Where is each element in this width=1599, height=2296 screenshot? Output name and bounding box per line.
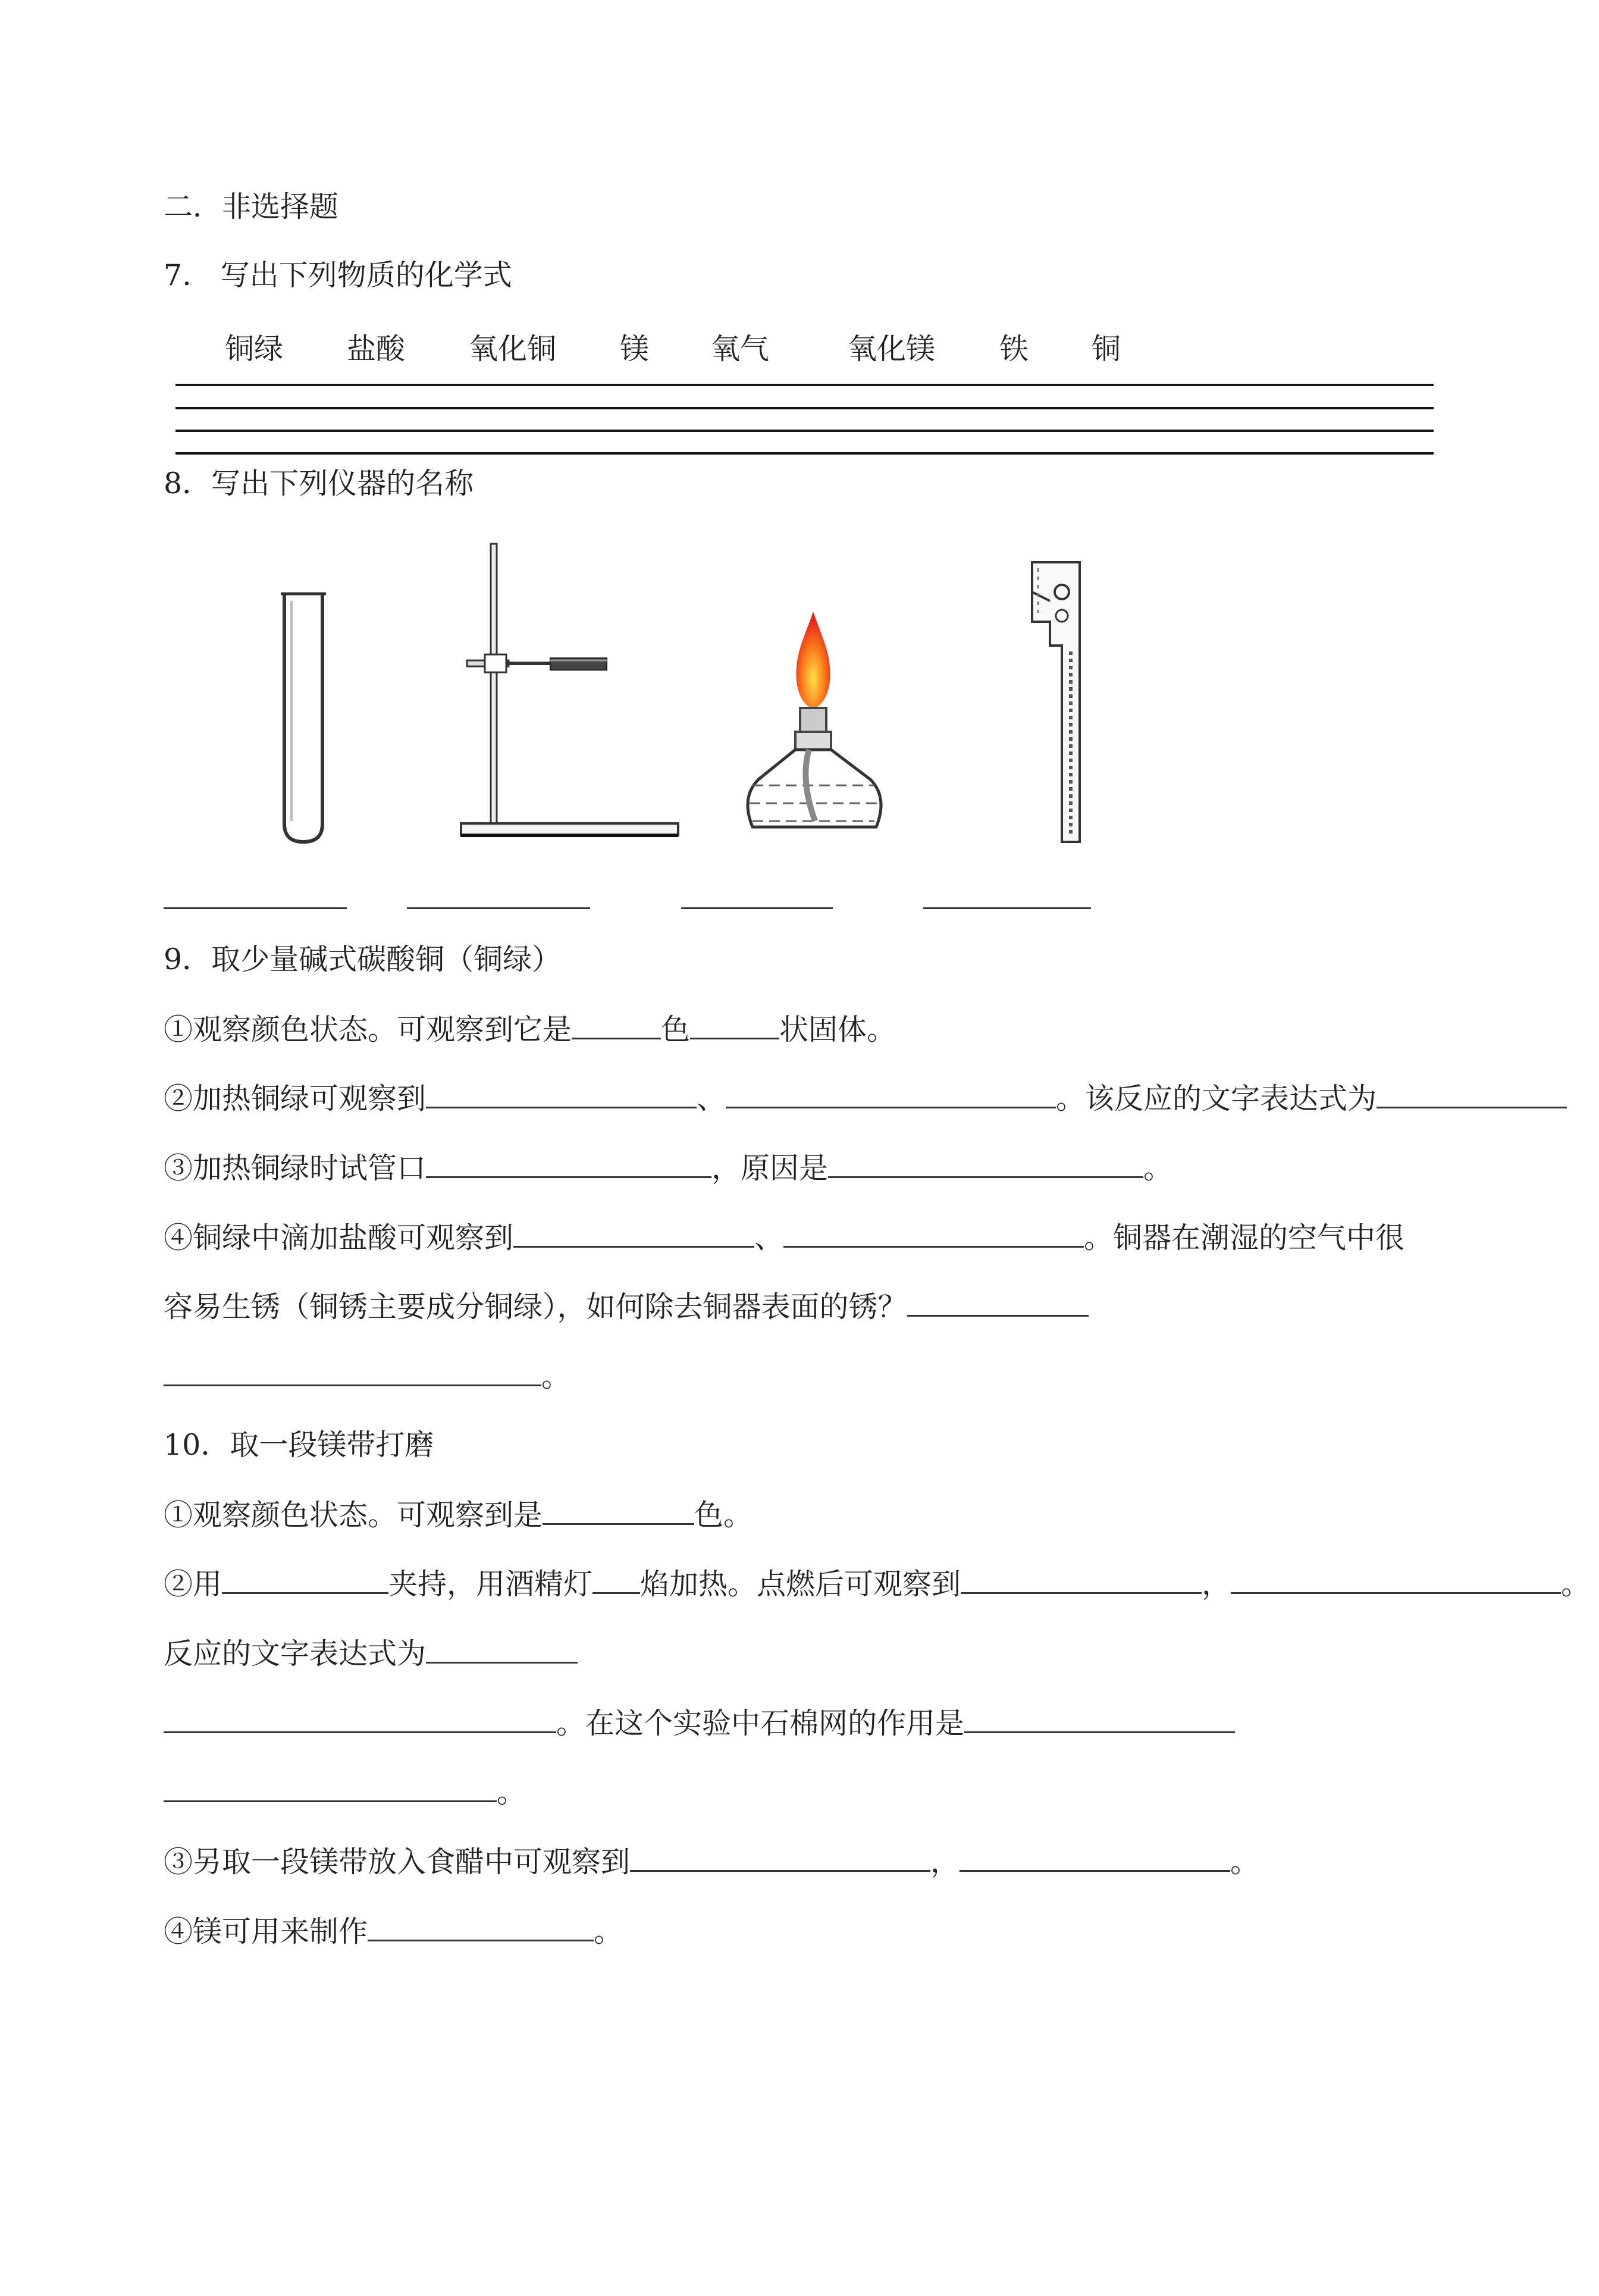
q9-acid-observation-blank-1[interactable] [513, 1220, 754, 1248]
q10-use-blank[interactable] [368, 1913, 594, 1941]
substance-magnesium: 镁 [620, 332, 650, 366]
answer-rule-3[interactable] [175, 430, 1434, 432]
answer-rule-4[interactable] [175, 452, 1434, 455]
q10-burn-observation-blank-2[interactable] [1231, 1566, 1561, 1594]
substance-copper-oxide: 氧化铜 [469, 332, 557, 366]
q10-line-6 [164, 1844, 1259, 1880]
instrument-answer-1[interactable] [164, 907, 347, 909]
q10-prompt: 10．取一段镁带打磨 [164, 1428, 434, 1462]
q10-l3-text: 反应的文字表达式为 [164, 1637, 427, 1671]
q9-l5-text: 容易生锈（铜锈主要成分铜绿），如何除去铜器表面的锈？ [164, 1290, 907, 1324]
q9-tube-mouth-blank[interactable] [426, 1150, 711, 1178]
q10-l2-text: ②用 [164, 1567, 222, 1601]
q9-reason-blank[interactable] [828, 1150, 1143, 1178]
q9-l2-end: 。该反应的文字表达式为 [1056, 1082, 1377, 1116]
test-tube-figure [274, 589, 333, 851]
q9-l2-sep: 、 [697, 1082, 726, 1116]
q10-burn-observation-blank-1[interactable] [961, 1566, 1202, 1594]
q9-l6-end: 。 [541, 1360, 571, 1393]
q10-line-7 [164, 1913, 623, 1950]
q9-l1-end: 状固体。 [779, 1013, 896, 1047]
q9-line-1 [164, 1011, 896, 1048]
instrument-answer-2[interactable] [407, 907, 590, 909]
q10-l7-text: ④镁可用来制作 [164, 1915, 368, 1949]
q10-asbestos-purpose-blank-cont[interactable] [164, 1774, 497, 1802]
substance-copper: 铜 [1092, 332, 1121, 366]
q9-line-5 [164, 1289, 1089, 1325]
q10-l4-text: 。在这个实验中石棉网的作用是 [556, 1706, 965, 1740]
q10-l2-end: 。 [1561, 1567, 1591, 1601]
q9-line-2 [164, 1080, 1567, 1117]
q10-equation-blank[interactable] [426, 1636, 578, 1664]
q9-l3-mid: ，原因是 [711, 1151, 829, 1185]
q9-l4-text: ④铜绿中滴加盐酸可观察到 [164, 1221, 514, 1255]
q10-l7-end: 。 [594, 1915, 623, 1949]
q7-prompt: 7. 写出下列物质的化学式 [164, 258, 512, 292]
q9-l2-text: ②加热铜绿可观察到 [164, 1082, 427, 1116]
q9-line-6 [164, 1358, 570, 1395]
section-title: 二．非选择题 [164, 190, 339, 224]
q9-l3-end: 。 [1143, 1151, 1173, 1185]
q9-l4-sep: 、 [754, 1221, 784, 1255]
q10-vinegar-observation-blank-2[interactable] [960, 1844, 1230, 1872]
q10-l2-mid2: 焰加热。点燃后可观察到 [640, 1567, 961, 1601]
substance-copper-green: 铜绿 [225, 332, 284, 366]
answer-rule-1[interactable] [175, 384, 1434, 386]
q9-rust-removal-blank-cont[interactable] [164, 1358, 541, 1386]
q10-line-3 [164, 1636, 578, 1672]
q9-prompt: 9．取少量碱式碳酸铜（铜绿） [164, 942, 562, 976]
substance-magnesium-oxide: 氧化镁 [848, 332, 936, 366]
q10-l6-end: 。 [1230, 1845, 1260, 1879]
q10-l6-text: ③另取一段镁带放入食醋中可观察到 [164, 1845, 631, 1879]
test-tube-holder-figure [1026, 556, 1092, 848]
q10-l2-mid1: 夹持，用酒精灯 [388, 1567, 593, 1601]
q9-rust-removal-blank[interactable] [907, 1289, 1089, 1317]
q10-l2-sep: ， [1202, 1567, 1231, 1601]
iron-stand-figure [455, 541, 681, 848]
q10-equation-blank-cont[interactable] [164, 1705, 556, 1733]
q10-asbestos-purpose-blank[interactable] [964, 1705, 1235, 1733]
q9-line-4 [164, 1220, 1404, 1256]
q10-l5-end: 。 [497, 1775, 526, 1809]
substance-oxygen: 氧气 [711, 332, 770, 366]
q8-prompt: 8．写出下列仪器的名称 [164, 466, 474, 500]
q10-line-4 [164, 1705, 1235, 1741]
q9-l4-end: 。铜器在潮湿的空气中很 [1084, 1221, 1405, 1255]
q9-equation-blank[interactable] [1377, 1080, 1567, 1108]
q10-l1-text: ①观察颜色状态。可观察到是 [164, 1498, 543, 1532]
answer-rule-2[interactable] [175, 407, 1434, 409]
q10-line-1 [164, 1497, 753, 1533]
q10-flame-blank[interactable] [592, 1566, 640, 1594]
q9-heat-observation-blank-2[interactable] [726, 1080, 1056, 1108]
q9-acid-observation-blank-2[interactable] [783, 1220, 1084, 1248]
substance-iron: 铁 [999, 332, 1029, 366]
q9-state-blank[interactable] [690, 1011, 779, 1039]
q10-l6-sep: ， [930, 1845, 960, 1879]
q9-l3-text: ③加热铜绿时试管口 [164, 1151, 427, 1185]
alcohol-lamp-figure [735, 607, 892, 845]
q10-l1-end: 色。 [694, 1498, 753, 1532]
substance-hydrochloric-acid: 盐酸 [347, 332, 406, 366]
q9-l1-text: ①观察颜色状态。可观察到它是 [164, 1013, 572, 1047]
q10-vinegar-observation-blank-1[interactable] [630, 1844, 930, 1872]
instrument-answer-4[interactable] [923, 907, 1091, 909]
q10-clamp-blank[interactable] [222, 1566, 388, 1594]
q9-l1-mid: 色 [661, 1013, 691, 1047]
instrument-answer-3[interactable] [681, 907, 833, 909]
q9-line-3 [164, 1150, 1172, 1186]
q9-color-blank[interactable] [572, 1011, 661, 1039]
q10-line-2 [164, 1566, 1590, 1602]
q10-color-blank[interactable] [543, 1497, 694, 1525]
q10-line-5 [164, 1774, 526, 1811]
q9-heat-observation-blank-1[interactable] [426, 1080, 697, 1108]
